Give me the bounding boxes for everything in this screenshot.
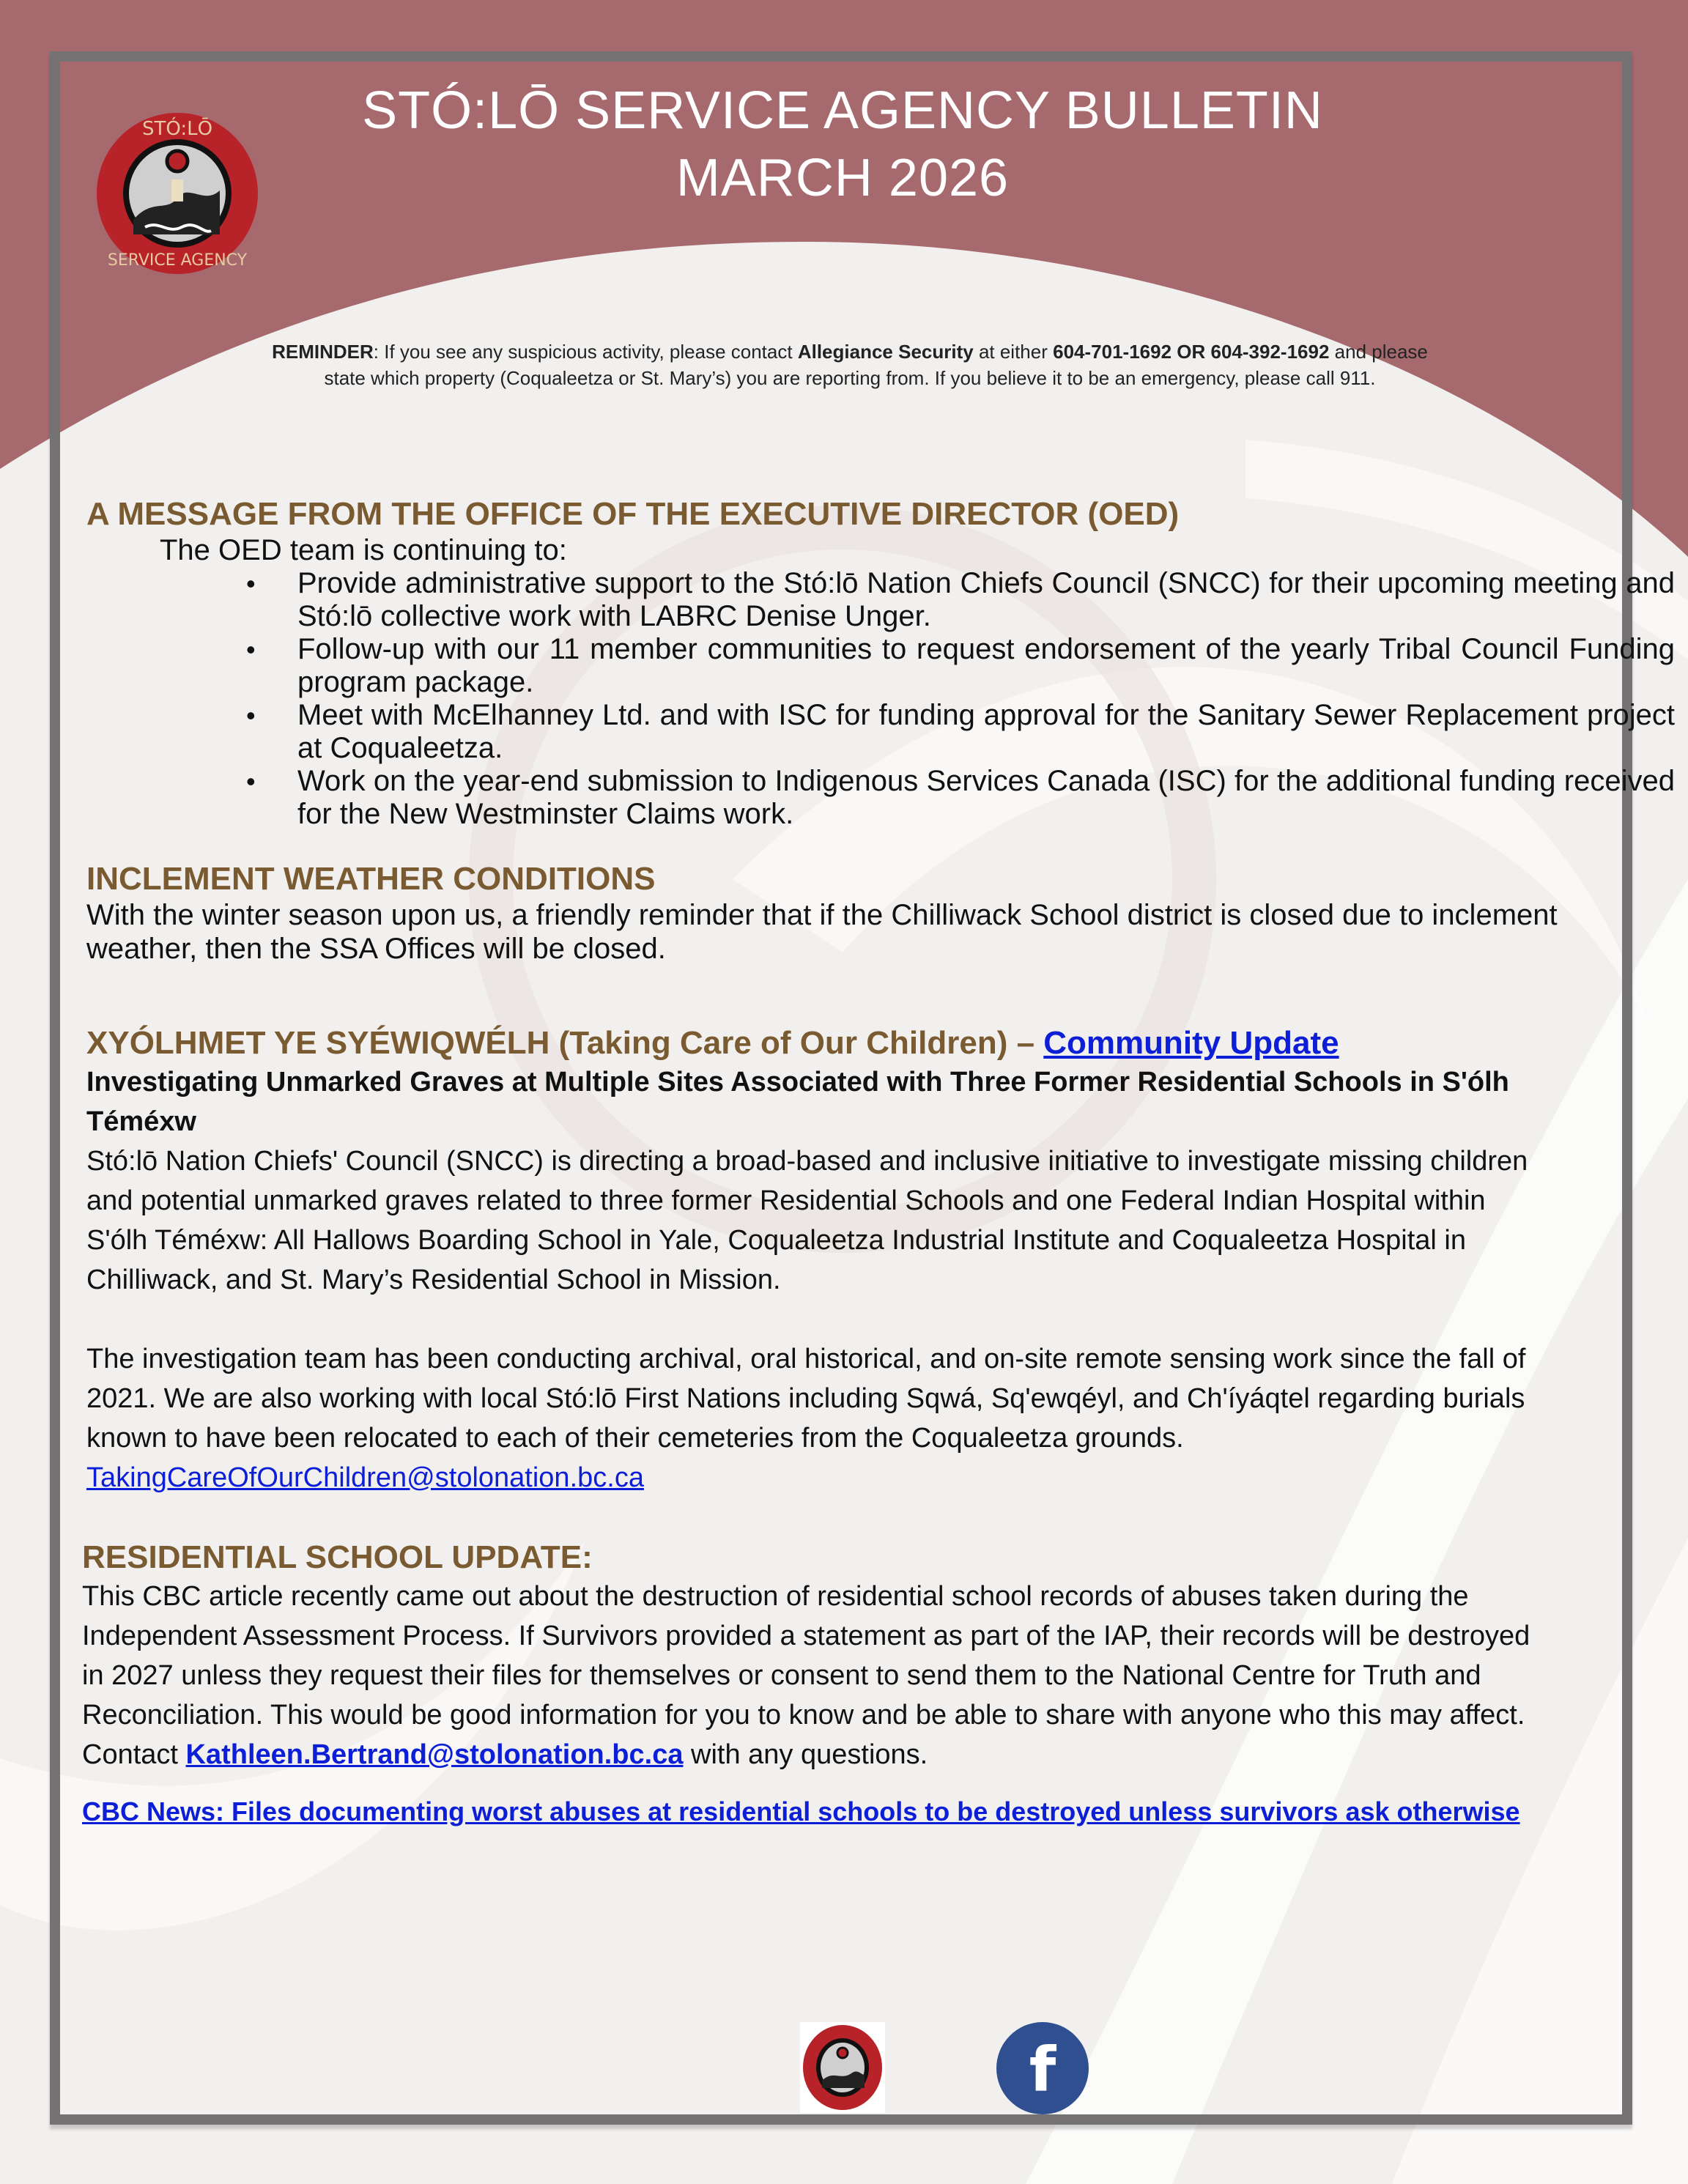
oed-heading: A MESSAGE FROM THE OFFICE OF THE EXECUTIVE DIRECTOR (OED) [86, 496, 1180, 532]
title-line-1: STÓ:LŌ SERVICE AGENCY BULLETIN [362, 81, 1323, 140]
phone-2: 604-392-1692 [1210, 341, 1330, 363]
children-heading [86, 1024, 1544, 1062]
facebook-icon[interactable]: f [996, 2022, 1089, 2114]
logo-text-top: STÓ:LŌ [141, 118, 213, 140]
weather-body: With the winter season upon us, a friendly reminder that if the Chilliwack School district is closed due to inclement weather, then the SSA Offices will be closed. [86, 899, 1558, 965]
security-company: Allegiance Security [797, 341, 974, 363]
spacer [86, 1300, 1544, 1339]
oed-list [86, 567, 1675, 831]
residential-section [82, 1539, 1547, 1830]
reminder-text-1: : If you see any suspicious activity, please contact [373, 341, 798, 363]
agency-logo-footer-icon[interactable] [800, 2022, 885, 2113]
oed-item: • Provide administrative support to the Stó:lō Nation Chiefs Council (SNCC) for their upcoming meeting and Stó:lō collective work with LABRC Denise Unger. [297, 567, 1675, 633]
oed-item: • Meet with McElhanney Ltd. and with ISC for funding approval for the Sanitary Sewer Replacement project at Coqualeetza. [297, 699, 1675, 765]
oed-item: • Follow-up with our 11 member communities to request endorsement of the yearly Tribal Council Funding program package. [297, 633, 1675, 699]
kathleen-email-link[interactable]: Kathleen.Bertrand@stolonation.bc.ca [185, 1739, 684, 1770]
oed-intro: The OED team is continuing to: [160, 534, 567, 566]
weather-heading: INCLEMENT WEATHER CONDITIONS [86, 861, 656, 897]
security-reminder [264, 338, 1436, 391]
oed-section [86, 495, 1675, 831]
children-section [86, 1024, 1544, 1498]
residential-body [82, 1577, 1547, 1774]
reminder-text-2: at either [973, 341, 1054, 363]
children-heading-text: XYÓLHMET YE SYÉWIQWÉLH (Taking Care of Our Children) – [86, 1025, 1044, 1061]
residential-heading: RESIDENTIAL SCHOOL UPDATE: [82, 1539, 593, 1575]
phone-1: 604-701-1692 OR [1053, 341, 1206, 363]
children-email-link[interactable]: TakingCareOfOurChildren@stolonation.bc.ca [86, 1462, 644, 1493]
logo-text-bottom: SERVICE AGENCY [107, 251, 248, 270]
agency-logo [94, 110, 261, 277]
residential-body-text: This CBC article recently came out about the destruction of residential school records of abuses taken during the Independent Assessment Process. If Survivors provided a statement as part of the IAP, their records will be destroyed in 2027 unless they request their files for themselves or consent to send them to the National Centre for Truth and Reconciliation. This would be good information for you to know and be able to share with anyone who this may affect. Contact [82, 1581, 1530, 1770]
residential-body-end: with any questions. [683, 1739, 928, 1770]
bulletin-title [264, 77, 1421, 212]
weather-section [86, 860, 1596, 966]
community-update-link[interactable]: Community Update [1043, 1025, 1339, 1061]
oed-item: • Work on the year-end submission to Indigenous Services Canada (ISC) for the additional funding received for the New Westminster Claims work. [297, 765, 1675, 831]
cbc-news-link[interactable]: CBC News: Files documenting worst abuses at residential schools to be destroyed unless survivors ask otherwise [82, 1796, 1520, 1826]
children-subheading: Investigating Unmarked Graves at Multiple Sites Associated with Three Former Residential Schools in S'ólh Téméxw [86, 1067, 1509, 1137]
children-para-1: Stó:lō Nation Chiefs' Council (SNCC) is directing a broad-based and inclusive initiative to investigate missing children and potential unmarked graves related to three former Residential Schools and one Federal Indian Hospital within S'ólh Téméxw: All Hallows Boarding School in Yale, Coqualeetza Industrial Institute and Coqualeetza Hospital in Chilliwack, and St. Mary’s Residential School in Mission. [86, 1146, 1528, 1295]
reminder-label: REMINDER [272, 341, 374, 363]
title-line-2: MARCH 2026 [675, 149, 1010, 207]
reminder-text-3: and please state which property (Coqualeetza or St. Mary’s) you are reporting from. If you believe it to be an emergency, please call 911. [324, 341, 1428, 389]
children-para-2: The investigation team has been conducting archival, oral historical, and on-site remote sensing work since the fall of 2021. We are also working with local Stó:lō First Nations including Sqwá, Sq'ewqéyl, and Ch'íyáqtel regarding burials known to have been relocated to each of their cemeteries from the Coqualeetza grounds. [86, 1344, 1526, 1454]
